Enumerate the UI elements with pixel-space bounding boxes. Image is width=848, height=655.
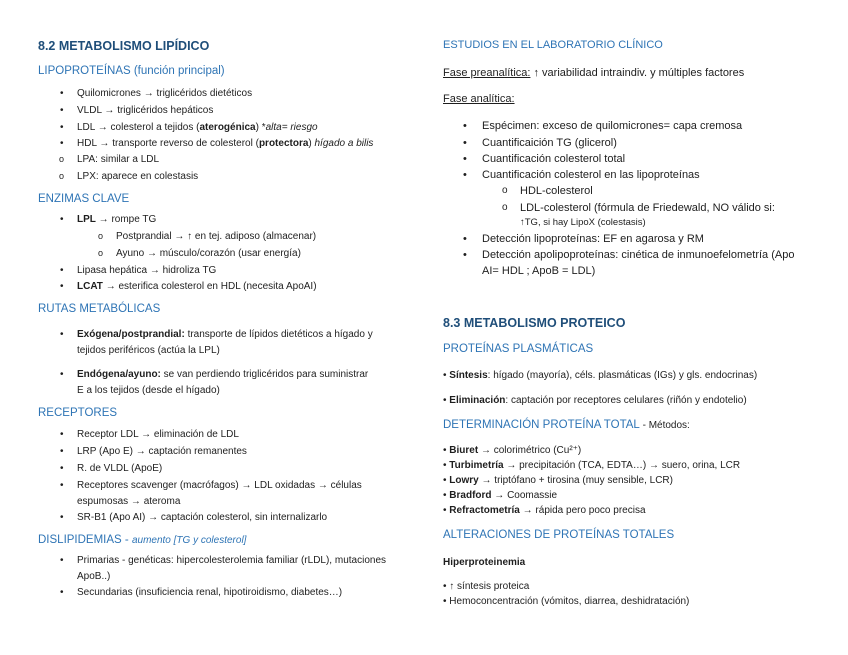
list-item: • Bradford → Coomassie	[443, 490, 558, 501]
list-item: • Turbimetría → precipitación (TCA, EDTA…) → suero, orina, LCR	[443, 460, 741, 471]
heading-plasma-proteins: PROTEÍNAS PLASMÁTICAS	[443, 343, 594, 355]
list-item: o Ayuno → músculo/corazón (usar energía)	[116, 246, 301, 262]
list-item: • Cuantificaición TG (glicerol)	[482, 135, 617, 151]
list-item: • Cuantificación colesterol total	[482, 151, 625, 167]
list-item: • Exógena/postprandial: transporte de lípidos dietéticos a hígado y tejidos periféricos (actúa la LPL)	[77, 327, 377, 359]
list-item: • Detección apolipoproteínas: cinética de inmunoefelometría (Apo AI= HDL ; ApoB = LDL)	[482, 247, 802, 279]
list-item-continuation: ↑TG, si hay LipoX (colestasis)	[520, 217, 646, 228]
list-item: • Lowry → triptófano + tirosina (muy sensible, LCR)	[443, 475, 673, 486]
list-item: • Endógena/ayuno: se van perdiendo triglicéridos para suministrar E a los tejidos (desde el hígado)	[77, 367, 377, 399]
analytic-label: Fase analítica:	[443, 93, 515, 105]
list-item: • Lipasa hepática → hidroliza TG	[77, 263, 216, 279]
list-item: • Quilomicrones → triglicéridos dietéticos	[77, 86, 252, 102]
heading-receptors: RECEPTORES	[38, 407, 118, 419]
list-item: o HDL-colesterol	[520, 183, 593, 199]
list-item: • ↑ síntesis proteica	[443, 581, 530, 592]
heading-lab-studies: ESTUDIOS EN EL LABORATORIO CLÍNICO	[443, 39, 663, 51]
list-item: • HDL → transporte reverso de colesterol (protectora) hígado a bilis	[77, 136, 373, 152]
list-item: • Primarias - genéticas: hipercolesterolemia familiar (rLDL), mutaciones ApoB..)	[77, 553, 397, 585]
list-item: • SR-B1 (Apo AI) → captación colesterol, sin internalizarlo	[77, 510, 327, 526]
heading-routes: RUTAS METABÓLICAS	[38, 303, 161, 315]
section-title-lipid: 8.2 METABOLISMO LIPÍDICO	[38, 39, 210, 53]
list-item: • LCAT → esterifica colesterol en HDL (necesita ApoAI)	[77, 279, 317, 295]
heading-total-protein: DETERMINACIÓN PROTEÍNA TOTAL - Métodos:	[443, 419, 690, 431]
list-item: o LPA: similar a LDL	[77, 152, 159, 168]
list-item: • Espécimen: exceso de quilomicrones= capa cremosa	[482, 118, 742, 134]
list-item: • Detección lipoproteínas: EF en agarosa y RM	[482, 231, 704, 247]
list-item: • LPL → rompe TG	[77, 212, 156, 228]
list-item: • Biuret → colorimétrico (Cu²⁺)	[443, 445, 582, 456]
list-item: • Eliminación: captación por receptores celulares (riñón y endotelio)	[443, 395, 747, 406]
list-item: • Receptores scavenger (macrófagos) → LDL oxidadas → células espumosas → ateroma	[77, 478, 397, 510]
list-item: • R. de VLDL (ApoE)	[77, 461, 162, 477]
list-item: • Cuantificación colesterol en las lipoproteínas	[482, 167, 700, 183]
list-item: o Postprandial → ↑ en tej. adiposo (almacenar)	[116, 229, 316, 245]
heading-alterations: ALTERACIONES DE PROTEÍNAS TOTALES	[443, 529, 675, 541]
list-item: o LPX: aparece en colestasis	[77, 169, 198, 185]
heading-dyslipidemias: DISLIPIDEMIAS - aumento [TG y colesterol]	[38, 534, 247, 546]
subheading-hyperproteinemia: Hiperproteinemia	[443, 557, 526, 568]
list-item: • LRP (Apo E) → captación remanentes	[77, 444, 247, 460]
list-item: • VLDL → triglicéridos hepáticos	[77, 103, 213, 119]
list-item: • LDL → colesterol a tejidos (aterogénica) *alta= riesgo	[77, 120, 318, 136]
section-title-protein: 8.3 METABOLISMO PROTEICO	[443, 316, 626, 330]
preanalytic-line: Fase preanalítica: ↑ variabilidad intraindiv. y múltiples factores	[443, 67, 745, 79]
list-item: • Síntesis: hígado (mayoría), céls. plasmáticas (IGs) y gls. endocrinas)	[443, 370, 758, 381]
list-item: • Hemoconcentración (vómitos, diarrea, deshidratación)	[443, 596, 690, 607]
list-item: • Refractometría → rápida pero poco precisa	[443, 505, 646, 516]
list-item: o LDL-colesterol (fórmula de Friedewald, NO válido si:	[520, 200, 775, 216]
list-item: • Receptor LDL → eliminación de LDL	[77, 427, 239, 443]
heading-enzymes: ENZIMAS CLAVE	[38, 193, 130, 205]
heading-lipoproteins: LIPOPROTEÍNAS (función principal)	[38, 65, 225, 77]
list-item: • Secundarias (insuficiencia renal, hipotiroidismo, diabetes…)	[77, 585, 342, 601]
